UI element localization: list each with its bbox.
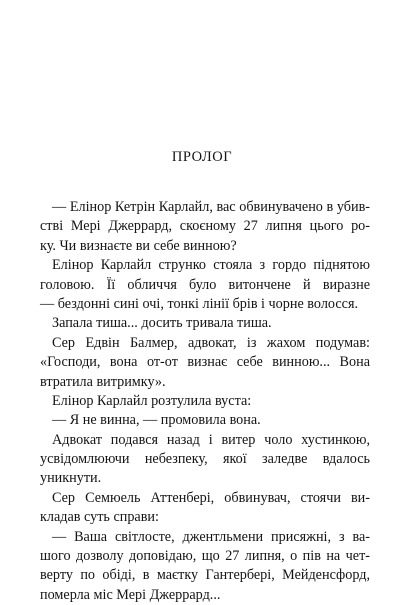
text-line: — бездонні сині очі, тонкі лінії брів і чорне волосся.	[40, 295, 359, 312]
text-line: втратила витримку».	[40, 373, 166, 390]
body-text	[40, 198, 370, 605]
text-line: кладав суть справи:	[40, 509, 159, 526]
text-line: «Господи, вона от-от визнає себе винною... Вона	[40, 354, 370, 371]
text-line: верту по обіді, в маєтку Гантербері, Мейденсфорд,	[40, 567, 370, 584]
text-line: Сер Семюель Аттенбері, обвинувач, стоячи ви-	[52, 489, 370, 506]
text-line: уникнути.	[40, 470, 102, 487]
text-line: шого дозволу доповідаю, що 27 липня, о пів на чет-	[40, 548, 370, 565]
chapter-heading: ПРОЛОГ	[171, 149, 233, 165]
text-line: померла міс Мері Джеррард...	[40, 586, 221, 603]
text-line: Запала тиша... досить тривала тиша.	[52, 315, 272, 332]
text-line: головою. Її обличчя було витончене й виразне	[40, 276, 370, 293]
text-line: Сер Едвін Балмер, адвокат, із жахом подумав:	[52, 334, 370, 351]
text-line: ку. Чи визнаєте ви себе винною?	[40, 237, 237, 254]
text-line: усвідомлюючи небезпеку, якої заледве вдалось	[40, 451, 370, 468]
text-line: Елінор Карлайл розтулила вуста:	[52, 392, 252, 409]
text-line: Адвокат подався назад і витер чоло хустинкою,	[52, 431, 370, 448]
text-line: — Елінор Кетрін Карлайл, вас обвинувачено в убив-	[52, 199, 370, 215]
text-line: Елінор Карлайл струнко стояла з гордо піднятою	[52, 257, 370, 274]
text-line: стві Мері Джеррард, скоєному 27 липня цього ро-	[40, 218, 370, 235]
text-line: — Я не винна, — промовила вона.	[52, 412, 261, 429]
text-line: — Ваша світлосте, джентльмени присяжні, з ва-	[52, 528, 370, 545]
